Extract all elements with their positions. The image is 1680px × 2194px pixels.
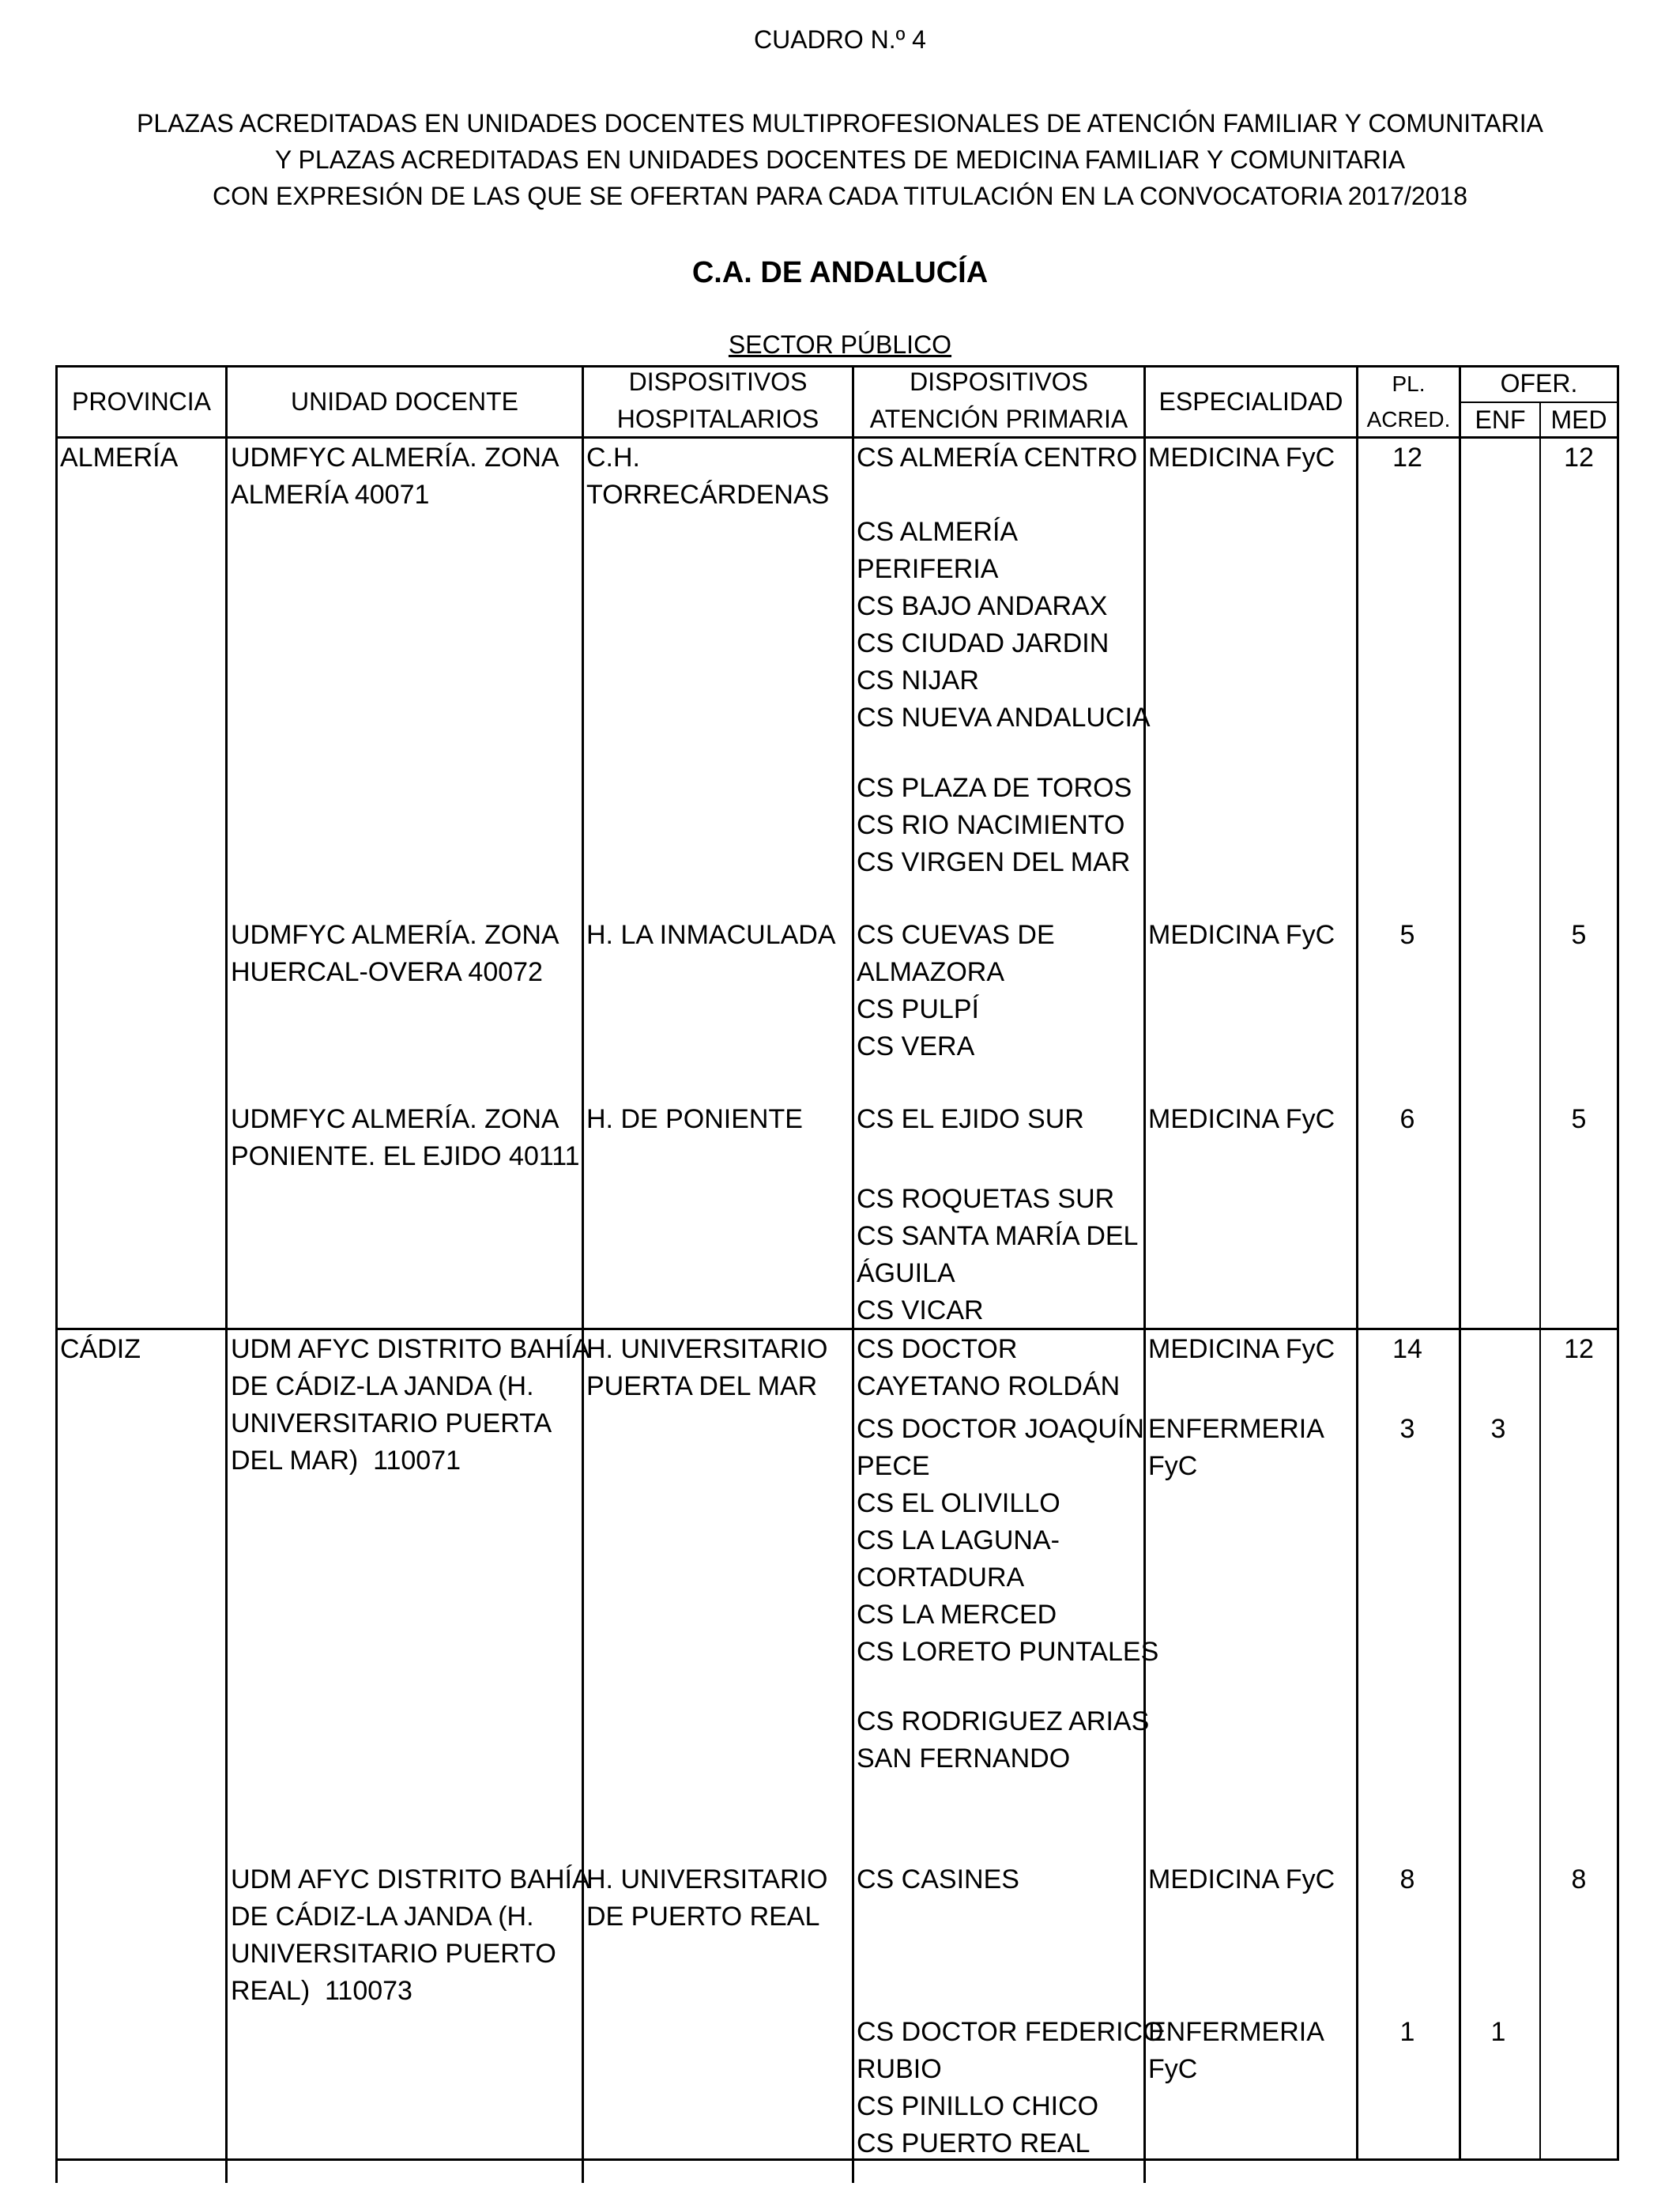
header-disp-hosp-2: HOSPITALARIOS xyxy=(616,405,819,433)
table-number: CUADRO N.º 4 xyxy=(754,25,926,54)
sector-text: SECTOR PÚBLICO xyxy=(728,330,952,359)
grid-line xyxy=(225,365,228,2183)
grid-line xyxy=(1459,365,1461,2161)
r2-especialidad: MEDICINA FyC xyxy=(1148,920,1335,950)
r2-pl-acred: 5 xyxy=(1399,920,1415,950)
r2-hosp: H. LA INMACULADA xyxy=(586,920,836,950)
r1-pl-acred: 12 xyxy=(1392,443,1422,473)
r1-hosp: C.H. TORRECÁRDENAS xyxy=(586,443,830,510)
r5-pl-acred-a: 8 xyxy=(1399,1864,1415,1894)
r4-unidad: UDM AFYC DISTRITO BAHÍA DE CÁDIZ-LA JANDA (H. UNIVERSITARIO PUERTA DEL MAR) 110071 xyxy=(231,1334,590,1476)
r4-hosp: H. UNIVERSITARIO PUERTA DEL MAR xyxy=(586,1334,828,1401)
r2-med: 5 xyxy=(1571,920,1587,950)
title-line-1: PLAZAS ACREDITADAS EN UNIDADES DOCENTES MULTIPROFESIONALES DE ATENCIÓN FAMILIAR Y COMUNITARIA xyxy=(137,109,1543,138)
grid-line xyxy=(1356,365,1358,2161)
province-almeria: ALMERÍA xyxy=(60,443,179,473)
r3-especialidad: MEDICINA FyC xyxy=(1148,1104,1335,1134)
r2-unidad: UDMFYC ALMERÍA. ZONA HUERCAL-OVERA 40072 xyxy=(231,920,559,987)
r3-ap-a: CS EL EJIDO SUR xyxy=(857,1104,1084,1134)
header-provincia: PROVINCIA xyxy=(71,387,212,416)
r3-pl-acred: 6 xyxy=(1399,1104,1415,1134)
header-ofer: OFER. xyxy=(1500,369,1578,398)
r5-especialidad-a: MEDICINA FyC xyxy=(1148,1864,1335,1894)
grid-line xyxy=(55,2158,1618,2161)
r2-ap: CS CUEVAS DE ALMAZORA CS PULPÍ CS VERA xyxy=(857,920,1055,1061)
region-title: C.A. DE ANDALUCÍA xyxy=(691,256,989,289)
r5-ap-b: CS DOCTOR FEDERICO RUBIO CS PINILLO CHICO CS PUERTO REAL xyxy=(857,2017,1164,2158)
r3-unidad: UDMFYC ALMERÍA. ZONA PONIENTE. EL EJIDO 40111 xyxy=(231,1104,580,1171)
r5-hosp: H. UNIVERSITARIO DE PUERTO REAL xyxy=(586,1864,828,1932)
sector-label xyxy=(0,330,1680,360)
header-med: MED xyxy=(1550,405,1607,434)
header-pl-2: ACRED. xyxy=(1366,407,1451,432)
r1-ap-c: CS PLAZA DE TOROS CS RIO NACIMIENTO CS VIRGEN DEL MAR xyxy=(857,773,1132,877)
r3-ap-b: CS ROQUETAS SUR CS SANTA MARÍA DEL ÁGUILA CS VICAR xyxy=(857,1184,1139,1325)
r4-ap-c: CS RODRIGUEZ ARIAS SAN FERNANDO xyxy=(857,1706,1150,1774)
r1-ap-b: CS ALMERÍA PERIFERIA CS BAJO ANDARAX CS CIUDAD JARDIN CS NIJAR CS NUEVA ANDALUCIA xyxy=(857,517,1151,733)
r1-ap-a: CS ALMERÍA CENTRO xyxy=(857,443,1138,473)
r5-ap-a: CS CASINES xyxy=(857,1864,1019,1894)
r1-med: 12 xyxy=(1564,443,1594,473)
header-unidad: UNIDAD DOCENTE xyxy=(290,387,518,416)
r4-ap-a: CS DOCTOR CAYETANO ROLDÁN xyxy=(857,1334,1121,1401)
header-enf: ENF xyxy=(1475,405,1526,434)
r4-especialidad-b: ENFERMERIA FyC xyxy=(1148,1414,1324,1481)
r5-pl-acred-b: 1 xyxy=(1399,2017,1415,2047)
header-disp-ap-2: ATENCIÓN PRIMARIA xyxy=(869,405,1128,433)
r4-especialidad-a: MEDICINA FyC xyxy=(1148,1334,1335,1364)
r3-med: 5 xyxy=(1571,1104,1587,1134)
header-especialidad: ESPECIALIDAD xyxy=(1158,387,1343,416)
r4-pl-acred-a: 14 xyxy=(1392,1334,1422,1364)
r1-especialidad: MEDICINA FyC xyxy=(1148,443,1335,473)
r5-especialidad-b: ENFERMERIA FyC xyxy=(1148,2017,1324,2084)
title-line-3: CON EXPRESIÓN DE LAS QUE SE OFERTAN PARA CADA TITULACIÓN EN LA CONVOCATORIA 2017/2018 xyxy=(212,182,1468,210)
r5-enf-b: 1 xyxy=(1490,2017,1506,2047)
header-pl-1: PL. xyxy=(1392,371,1426,396)
r5-med-a: 8 xyxy=(1571,1864,1587,1894)
r1-unidad: UDMFYC ALMERÍA. ZONA ALMERÍA 40071 xyxy=(231,443,559,510)
header-disp-ap-1: DISPOSITIVOS xyxy=(910,368,1088,396)
grid-line xyxy=(55,365,58,2183)
grid-line xyxy=(852,365,854,2183)
r3-hosp: H. DE PONIENTE xyxy=(586,1104,803,1134)
r4-pl-acred-b: 3 xyxy=(1399,1414,1415,1444)
r4-med-a: 12 xyxy=(1564,1334,1594,1364)
r4-enf-b: 3 xyxy=(1490,1414,1506,1444)
r4-ap-b: CS DOCTOR JOAQUÍN PECE CS EL OLIVILLO CS LA LAGUNA- CORTADURA CS LA MERCED CS LORETO PUNTALES xyxy=(857,1414,1159,1667)
r5-unidad: UDM AFYC DISTRITO BAHÍA DE CÁDIZ-LA JANDA (H. UNIVERSITARIO PUERTO REAL) 110073 xyxy=(231,1864,590,2006)
header-disp-hosp-1: DISPOSITIVOS xyxy=(628,368,808,396)
grid-line xyxy=(55,1328,1618,1330)
title-line-2: Y PLAZAS ACREDITADAS EN UNIDADES DOCENTES DE MEDICINA FAMILIAR Y COMUNITARIA xyxy=(274,145,1406,174)
province-cadiz: CÁDIZ xyxy=(60,1334,141,1364)
